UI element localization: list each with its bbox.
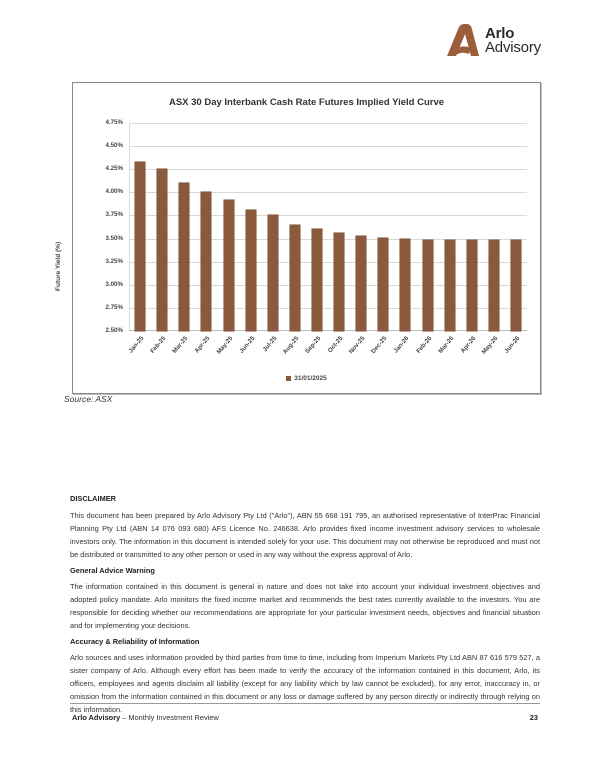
y-axis-label: Future Yield (%) [55, 241, 62, 291]
y-tick-label: 4.75% [105, 119, 123, 126]
x-tick-label: May-25 [215, 335, 234, 356]
legend-label: 31/01/2025 [294, 375, 327, 382]
y-tick-label: 2.75% [105, 303, 123, 311]
bar [511, 240, 521, 331]
footer-brand: Arlo Advisory [72, 713, 121, 722]
bar [157, 169, 167, 331]
bar [334, 233, 344, 331]
page-footer [72, 713, 538, 722]
page-number: 23 [529, 713, 538, 722]
bar [489, 240, 499, 331]
footer-subtitle: – Monthly Investment Review [120, 713, 219, 722]
bar [356, 236, 366, 331]
y-tick-label: 3.75% [105, 211, 123, 219]
y-tick-label: 2.50% [105, 327, 123, 334]
x-tick-label: Feb-26 [414, 335, 433, 355]
bar [179, 183, 189, 331]
bar [378, 238, 388, 331]
y-tick-label: 3.00% [105, 280, 123, 288]
disclaimer-body: This document has been prepared by Arlo Advisory Pty Ltd ("Arlo"), ABN 55 668 191 795, an authorised representative of InterPrac Financial Planning Pty Ltd (ABN 14 076 093 680) AFS Licence No. 246638. Arlo provides fixed income investment advisory services to wholesale investors only. The information in this document is intended solely for your use. This document may not otherwise be reproduced and must not be distributed or transmitted to any other person or used in any way without the express approval of Arlo. [70, 511, 540, 559]
gridline [129, 146, 527, 147]
y-tick-label: 4.00% [105, 188, 123, 196]
x-tick-label: May-26 [480, 335, 500, 356]
y-axis-line [129, 123, 130, 331]
general-advice-body: The information contained in this document is general in nature and does not take into account your individual investment objectives and adopted policy mandate. Arlo monitors the fixed income market and recommends the best rates currently available to the investors. You are responsible for deciding whether our recommendations are appropriate for your particular investment needs, objectives and financial situation and for implementing your decisions. [70, 582, 540, 630]
bar [312, 229, 322, 331]
disclaimer-section [70, 492, 540, 719]
x-tick-label: Jan-26 [392, 335, 411, 355]
x-tick-label: Apr-26 [459, 335, 478, 355]
chart-title: ASX 30 Day Interbank Cash Rate Futures Implied Yield Curve [168, 97, 445, 108]
bar [268, 215, 278, 331]
x-tick-label: Feb-25 [149, 335, 168, 355]
bar [423, 240, 433, 331]
x-tick-label: Jan-25 [127, 335, 146, 355]
y-tick-label: 4.50% [105, 142, 123, 150]
brand-name-line1: Arlo [485, 25, 515, 42]
x-tick-label: Jun-25 [237, 335, 256, 355]
y-tick-label: 3.50% [105, 234, 123, 242]
gridline [129, 169, 527, 170]
disclaimer-heading: DISCLAIMER [70, 494, 116, 503]
gridline [129, 123, 527, 124]
brand-logo [444, 24, 541, 58]
x-tick-label: Apr-25 [193, 335, 212, 355]
x-tick-label: Oct-25 [326, 335, 345, 355]
bar [224, 200, 234, 331]
x-tick-label: Jun-26 [503, 335, 522, 355]
y-tick-label: 3.25% [105, 257, 123, 265]
y-tick-label: 4.25% [105, 165, 123, 173]
legend-swatch [286, 376, 291, 381]
footer-divider [70, 703, 540, 704]
yield-curve-chart [55, 82, 541, 394]
x-tick-label: Mar-26 [436, 335, 455, 355]
bar [201, 192, 211, 331]
arlo-a-logo-icon [444, 24, 480, 58]
x-tick-label: Nov-25 [347, 335, 367, 356]
accuracy-heading: Accuracy & Reliability of Information [70, 637, 200, 646]
bar [400, 239, 410, 331]
footer-title [72, 713, 219, 722]
accuracy-body: Arlo sources and uses information provided by third parties from time to time, including from Imperium Markets Pty Ltd ABN 87 616 579 527, a sister company of Arlo. Although every effort has been made to verify the accuracy of the information contained in this document, Arlo, its officers, employees and agents disclaim all liability (except for any liability which by law cannot be excluded), for any error, inaccuracy in, or omission from the information contained in this document or any loss or damage suffered by any person directly or indirectly through relying on this information. [70, 653, 540, 714]
bar [445, 240, 455, 331]
x-tick-label: Sep-25 [303, 335, 323, 356]
bar [290, 225, 300, 331]
general-advice-heading: General Advice Warning [70, 566, 155, 575]
x-tick-label: Jul-25 [261, 335, 279, 354]
bar [246, 210, 256, 331]
brand-wordmark [485, 27, 541, 55]
brand-name-line2: Advisory [485, 39, 541, 56]
plot-area [105, 119, 527, 356]
chart-legend [73, 375, 540, 382]
chart-source: Source: ASX [64, 394, 113, 404]
bar [467, 240, 477, 331]
x-tick-label: Aug-25 [281, 335, 301, 356]
x-tick-label: Dec-25 [370, 335, 389, 356]
bar [135, 162, 145, 331]
x-tick-label: Mar-25 [171, 335, 190, 355]
